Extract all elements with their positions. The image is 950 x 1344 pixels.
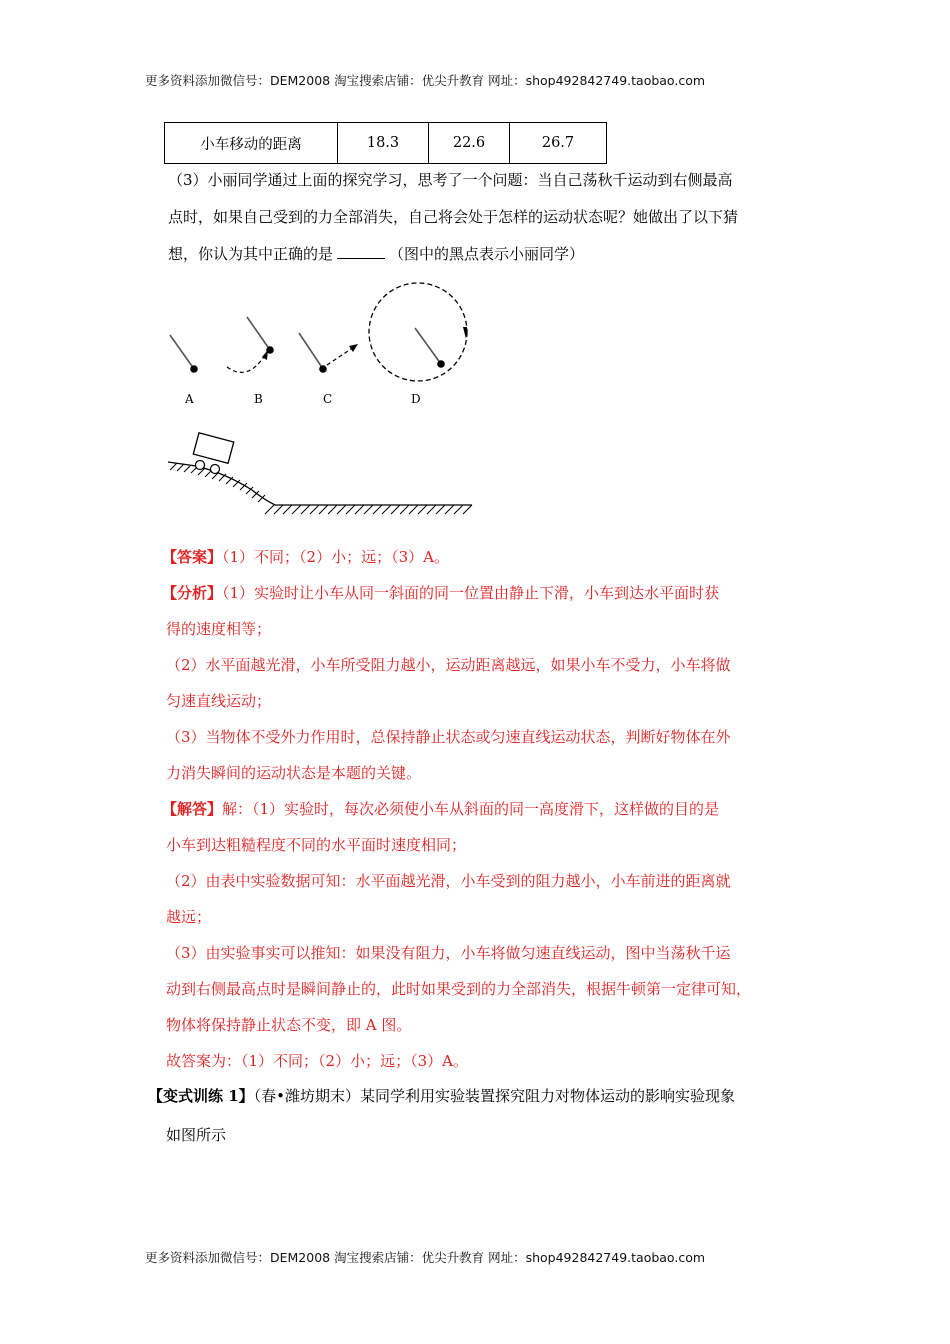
option-d-label: D	[411, 392, 421, 406]
analysis-line1	[162, 583, 719, 603]
question3-line3	[168, 244, 584, 264]
solution-line2: 小车到达粗糙程度不同的水平面时速度相同；	[166, 836, 467, 854]
option-a-diagram	[170, 335, 198, 373]
analysis-line6: 力消失瞬间的运动状态是本题的关键。	[166, 764, 422, 782]
option-c-label: C	[323, 392, 333, 406]
variant-line2: 如图所示	[166, 1126, 227, 1144]
question3-line3-start: 想，你认为其中正确的是	[168, 245, 334, 263]
analysis-line5: （3）当物体不受外力作用时，总保持静止状态或匀速直线运动状态，判断好物体在外	[166, 728, 731, 746]
option-b-label: B	[254, 392, 263, 406]
answer-blank	[337, 244, 385, 259]
analysis-line2: 得的速度相等；	[166, 620, 272, 638]
question3-line2: 点时，如果自己受到的力全部消失，自己将会处于怎样的运动状态呢？她做出了以下猜	[168, 208, 739, 226]
solution-text: 解：（1）实验时，每次必须使小车从斜面的同一高度滑下，这样做的目的是	[222, 800, 720, 818]
question3-line3-end: （图中的黑点表示小丽同学）	[389, 245, 585, 263]
analysis-tag: 【分析】	[162, 584, 223, 602]
solution-line5: （3）由实验事实可以推知：如果没有阻力，小车将做匀速直线运动，图中当荡秋千运	[166, 944, 731, 962]
table-row-label: 小车移动的距离	[165, 123, 338, 164]
distance-table	[164, 122, 607, 164]
incline-cart-diagram	[168, 433, 472, 514]
solution-line4: 越远；	[166, 908, 212, 926]
page-header: 更多资料添加微信号：DEM2008 淘宝搜索店铺：优尖升教育 网址：shop492842749.taobao.com	[145, 73, 706, 88]
analysis-text: （1）实验时让小车从同一斜面的同一位置由静止下滑，小车到达水平面时获	[222, 584, 720, 602]
solution-line3: （2）由表中实验数据可知：水平面越光滑，小车受到的阻力越小，小车前进的距离就	[166, 872, 731, 890]
table-row	[165, 123, 607, 164]
option-b-diagram	[227, 317, 274, 372]
solution-tag: 【解答】	[162, 800, 223, 818]
option-c-diagram	[299, 333, 358, 373]
analysis-line3: （2）水平面越光滑，小车所受阻力越小，运动距离越远，如果小车不受力，小车将做	[166, 656, 731, 674]
answer-line	[162, 547, 449, 567]
option-d-diagram	[369, 283, 467, 381]
table-cell: 18.3	[338, 123, 429, 164]
solution-final: 故答案为：（1）不同；（2）小；远；（3）A。	[166, 1052, 468, 1070]
answer-text: （1）不同；（2）小；远；（3）A。	[222, 548, 449, 566]
page-footer: 更多资料添加微信号：DEM2008 淘宝搜索店铺：优尖升教育 网址：shop492842749.taobao.com	[145, 1250, 706, 1265]
solution-line6: 动到右侧最高点时是瞬间静止的，此时如果受到的力全部消失，根据牛顿第一定律可知，	[166, 980, 752, 998]
variant-line1	[148, 1086, 735, 1106]
answer-tag: 【答案】	[162, 548, 223, 566]
variant-text: （春•潍坊期末）某同学利用实验装置探究阻力对物体运动的影响实验现象	[253, 1087, 736, 1105]
table-cell: 26.7	[510, 123, 607, 164]
variant-tag: 【变式训练 1】	[148, 1087, 254, 1105]
solution-line7: 物体将保持静止状态不变，即 A 图。	[166, 1016, 412, 1034]
question3-line1: （3）小丽同学通过上面的探究学习，思考了一个问题：当自己荡秋千运动到右侧最高	[168, 171, 733, 189]
analysis-line4: 匀速直线运动；	[166, 692, 272, 710]
solution-line1	[162, 799, 719, 819]
table-cell: 22.6	[429, 123, 510, 164]
option-a-label: A	[185, 392, 194, 406]
